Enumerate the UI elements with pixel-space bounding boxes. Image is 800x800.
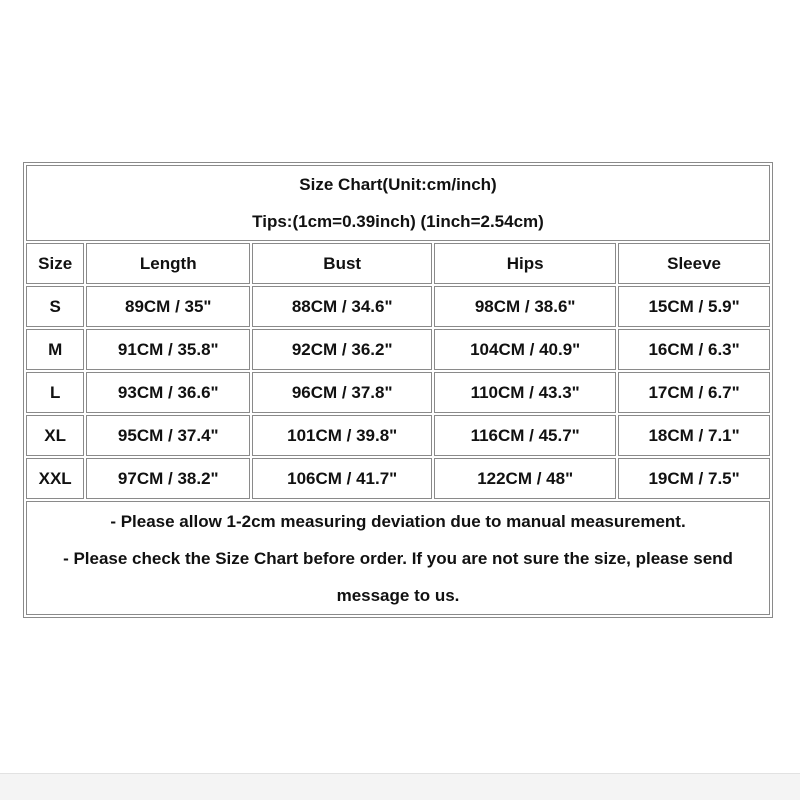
- table-row: [26, 329, 770, 370]
- hips-cell: 122CM / 48": [434, 458, 616, 499]
- sleeve-cell: 15CM / 5.9": [618, 286, 770, 327]
- header-row: [26, 243, 770, 284]
- hips-cell: 104CM / 40.9": [434, 329, 616, 370]
- table-row: [26, 286, 770, 327]
- hips-cell: 98CM / 38.6": [434, 286, 616, 327]
- note-measurement: - Please allow 1-2cm measuring deviation due to manual measurement.: [110, 511, 686, 531]
- size-cell: XXL: [26, 458, 84, 499]
- length-cell: 89CM / 35": [86, 286, 250, 327]
- length-cell: 95CM / 37.4": [86, 415, 250, 456]
- size-cell: S: [26, 286, 84, 327]
- chart-tips: Tips:(1cm=0.39inch) (1inch=2.54cm): [252, 212, 544, 231]
- column-header-hips: Hips: [434, 243, 616, 284]
- table-row: [26, 458, 770, 499]
- bust-cell: 106CM / 41.7": [252, 458, 432, 499]
- column-header-sleeve: Sleeve: [618, 243, 770, 284]
- column-header-bust: Bust: [252, 243, 432, 284]
- size-cell: M: [26, 329, 84, 370]
- bottom-bar: [0, 773, 800, 800]
- notes-row: [26, 501, 770, 615]
- sleeve-cell: 16CM / 6.3": [618, 329, 770, 370]
- length-cell: 93CM / 36.6": [86, 372, 250, 413]
- title-row: [26, 165, 770, 241]
- length-cell: 91CM / 35.8": [86, 329, 250, 370]
- column-header-length: Length: [86, 243, 250, 284]
- bust-cell: 88CM / 34.6": [252, 286, 432, 327]
- hips-cell: 116CM / 45.7": [434, 415, 616, 456]
- title-cell: [26, 165, 770, 241]
- note-check-size: - Please check the Size Chart before order. If you are not sure the size, please send: [63, 548, 733, 568]
- table-row: [26, 372, 770, 413]
- sleeve-cell: 18CM / 7.1": [618, 415, 770, 456]
- notes-cell: [26, 501, 770, 615]
- sleeve-cell: 17CM / 6.7": [618, 372, 770, 413]
- size-chart-table: [23, 162, 773, 618]
- chart-title: Size Chart(Unit:cm/inch): [299, 175, 497, 194]
- size-cell: XL: [26, 415, 84, 456]
- length-cell: 97CM / 38.2": [86, 458, 250, 499]
- hips-cell: 110CM / 43.3": [434, 372, 616, 413]
- bust-cell: 101CM / 39.8": [252, 415, 432, 456]
- size-cell: L: [26, 372, 84, 413]
- bust-cell: 92CM / 36.2": [252, 329, 432, 370]
- note-message: message to us.: [336, 585, 460, 605]
- column-header-size: Size: [26, 243, 84, 284]
- bust-cell: 96CM / 37.8": [252, 372, 432, 413]
- table-row: [26, 415, 770, 456]
- sleeve-cell: 19CM / 7.5": [618, 458, 770, 499]
